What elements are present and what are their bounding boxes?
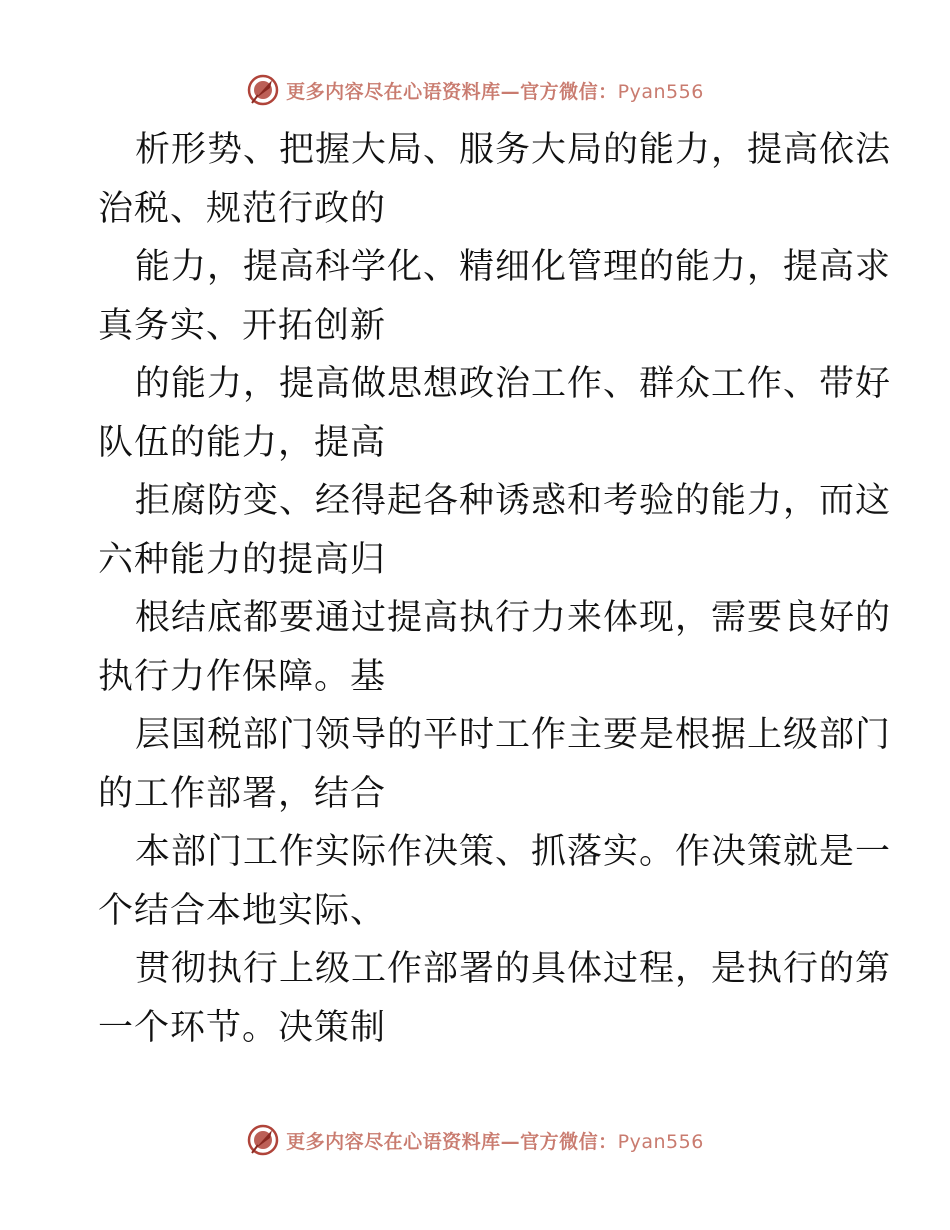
paragraph	[98, 472, 892, 589]
text-line: 治税、规范行政的	[98, 188, 387, 229]
quill-seal-icon	[246, 1123, 280, 1157]
document-body	[98, 121, 892, 1057]
paragraph	[98, 121, 892, 238]
paragraph	[98, 940, 892, 1057]
paragraph	[98, 355, 892, 472]
text-line: 真务实、开拓创新	[98, 305, 387, 346]
paragraph	[98, 706, 892, 823]
text-line: 的工作部署，结合	[98, 773, 387, 814]
text-line: 能力，提高科学化、精细化管理的能力，提高求	[135, 247, 892, 287]
text-line: 贯彻执行上级工作部署的具体过程，是执行的第	[135, 949, 892, 989]
text-line: 根结底都要通过提高执行力来体现，需要良好的	[135, 598, 892, 638]
text-line: 队伍的能力，提高	[98, 422, 387, 463]
text-line: 拒腐防变、经得起各种诱惑和考验的能力，而这	[135, 481, 892, 521]
paragraph	[98, 589, 892, 706]
text-line: 的能力，提高做思想政治工作、群众工作、带好	[135, 364, 892, 404]
text-line: 层国税部门领导的平时工作主要是根据上级部门	[135, 715, 892, 755]
header-watermark	[0, 70, 950, 110]
footer-watermark	[0, 1120, 950, 1160]
watermark-text: 更多内容尽在心语资料库—官方微信：Pyan556	[286, 80, 704, 103]
text-line: 六种能力的提高归	[98, 539, 387, 580]
paragraph	[98, 823, 892, 940]
text-line: 一个环节。决策制	[98, 1007, 387, 1048]
paragraph	[98, 238, 892, 355]
text-line: 析形势、把握大局、服务大局的能力，提高依法	[135, 130, 892, 170]
text-line: 本部门工作实际作决策、抓落实。作决策就是一	[135, 832, 892, 872]
watermark-text: 更多内容尽在心语资料库—官方微信：Pyan556	[286, 1130, 704, 1153]
quill-seal-icon	[246, 73, 280, 107]
text-line: 个结合本地实际、	[98, 890, 387, 931]
text-line: 执行力作保障。基	[98, 656, 387, 697]
